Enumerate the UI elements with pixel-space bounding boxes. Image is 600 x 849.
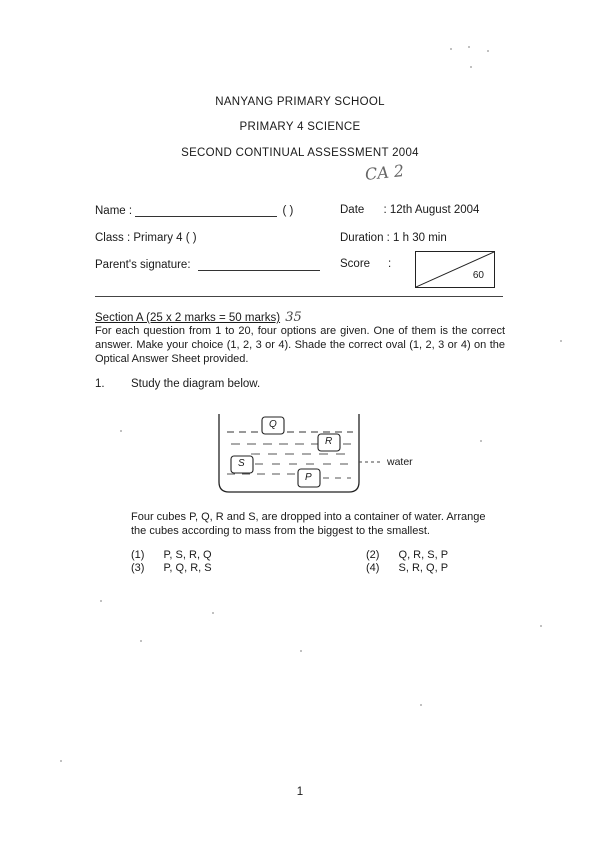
- score-colon: :: [388, 258, 392, 270]
- scan-speck: [450, 48, 452, 50]
- option-4: [366, 562, 448, 574]
- question-1-prompt: Study the diagram below.: [131, 378, 261, 390]
- section-a-heading-row: [95, 310, 302, 325]
- class-label: Class: [95, 232, 124, 244]
- class-value: : Primary 4 ( ): [126, 232, 197, 244]
- scan-speck: [560, 340, 562, 342]
- duration-label: Duration: [340, 232, 384, 244]
- date-value: : 12th August 2004: [383, 204, 480, 216]
- cube-p-label: P: [305, 472, 312, 483]
- option-2-text: Q, R, S, P: [398, 549, 449, 561]
- section-a-heading: Section A (25 x 2 marks = 50 marks): [95, 312, 281, 324]
- option-4-number: (4): [366, 562, 380, 574]
- name-field: [95, 204, 293, 217]
- name-index-bracket: ( ): [282, 205, 294, 217]
- parent-signature-label: Parent's signature:: [95, 259, 191, 271]
- class-field: [95, 232, 197, 244]
- question-1-text: Four cubes P, Q, R and S, are dropped into a container of water. Arrange the cubes according to mass from the biggest to the smallest.: [131, 511, 486, 537]
- exam-title: SECOND CONTINUAL ASSESSMENT 2004: [181, 147, 419, 159]
- scan-speck: [100, 600, 102, 602]
- name-label: Name :: [95, 205, 133, 217]
- option-1-text: P, S, R, Q: [163, 549, 212, 561]
- scan-speck: [468, 46, 470, 48]
- option-3: [131, 562, 212, 574]
- scan-speck: [212, 612, 214, 614]
- section-a-instructions: For each question from 1 to 20, four options are given. One of them is the correct answer. Make your choice (1, 2, 3 or 4). Shade the correct oval (1, 2, 3 or 4) on the Optical Answer Sheet provided.: [95, 325, 505, 365]
- option-1-number: (1): [131, 549, 145, 561]
- cube-q-label: Q: [269, 419, 277, 430]
- school-name: NANYANG PRIMARY SCHOOL: [215, 96, 385, 108]
- date-field: [340, 204, 479, 216]
- cube-r-label: R: [325, 436, 333, 447]
- option-3-text: P, Q, R, S: [163, 562, 212, 574]
- duration-field: [340, 232, 447, 244]
- scan-speck: [480, 440, 482, 442]
- scan-speck: [120, 430, 122, 432]
- subject-title: PRIMARY 4 SCIENCE: [239, 121, 361, 133]
- handwritten-ca2-note: CA 2: [364, 161, 405, 184]
- parent-signature-line: [198, 258, 320, 271]
- option-1: [131, 549, 212, 561]
- name-line: [135, 204, 277, 217]
- option-3-number: (3): [131, 562, 145, 574]
- scan-speck: [60, 760, 62, 762]
- score-total: 60: [472, 270, 484, 281]
- scan-speck: [470, 66, 472, 68]
- cube-s-label: S: [238, 458, 245, 469]
- option-4-text: S, R, Q, P: [398, 562, 449, 574]
- scan-speck: [300, 650, 302, 652]
- page-number: 1: [296, 786, 304, 798]
- option-2-number: (2): [366, 549, 380, 561]
- question-1-number: 1.: [95, 378, 105, 390]
- scan-speck: [540, 625, 542, 627]
- parent-signature-field: [95, 258, 320, 271]
- container-diagram: [205, 408, 430, 508]
- date-label: Date: [340, 204, 365, 216]
- score-label: Score: [340, 258, 371, 270]
- header-divider: [95, 296, 503, 297]
- water-label: water: [387, 456, 413, 468]
- option-2: [366, 549, 448, 561]
- scan-speck: [420, 704, 422, 706]
- handwritten-marks: 35: [285, 310, 302, 325]
- duration-value: : 1 h 30 min: [386, 232, 447, 244]
- score-box: [415, 251, 495, 288]
- scan-speck: [487, 50, 489, 52]
- scan-speck: [140, 640, 142, 642]
